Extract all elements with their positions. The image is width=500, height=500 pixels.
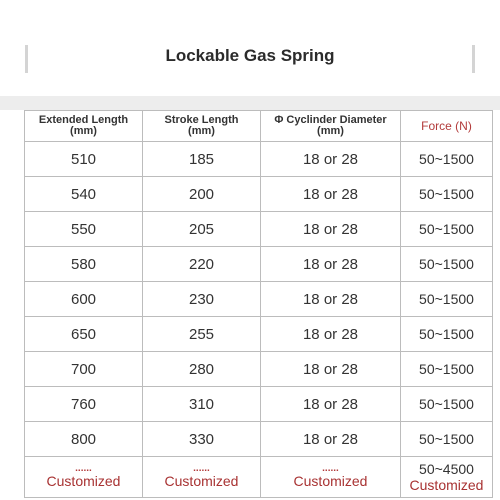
custom-stroke-cell [143,457,261,498]
table-row [25,212,493,247]
header-extended-length: Extended Length (mm) [25,111,143,142]
customized-label: Customized [46,472,121,489]
header-force: Force (N) [401,111,493,142]
extended-length-cell: 580 [25,247,143,282]
cylinder-diameter-cell: 18 or 28 [261,352,401,387]
cylinder-diameter-cell: 18 or 28 [261,387,401,422]
extended-length-cell: 540 [25,177,143,212]
table-row [25,317,493,352]
extended-length-cell: 650 [25,317,143,352]
page-title: Lockable Gas Spring [165,46,335,65]
force-cell: 50~1500 [401,247,493,282]
ellipsis-mark: ...... [322,462,339,474]
force-cell: 50~1500 [401,177,493,212]
table-row [25,142,493,177]
cylinder-diameter-cell: 18 or 28 [261,142,401,177]
table-row [25,282,493,317]
stroke-length-cell: 310 [143,387,261,422]
header-cylinder-diameter: Φ Cyclinder Diameter (mm) [261,111,401,142]
cylinder-diameter-cell: 18 or 28 [261,177,401,212]
stroke-length-cell: 255 [143,317,261,352]
extended-length-cell: 760 [25,387,143,422]
custom-force-cell [401,457,493,498]
table-row [25,177,493,212]
stroke-length-cell: 200 [143,177,261,212]
customized-label: Customized [409,476,484,493]
cylinder-diameter-cell: 18 or 28 [261,422,401,457]
table-row [25,247,493,282]
table-row [25,352,493,387]
stroke-length-cell: 330 [143,422,261,457]
force-cell: 50~1500 [401,282,493,317]
extended-length-cell: 550 [25,212,143,247]
table-row [25,422,493,457]
extended-length-cell: 700 [25,352,143,387]
cylinder-diameter-cell: 18 or 28 [261,212,401,247]
force-cell: 50~1500 [401,317,493,352]
force-cell: 50~1500 [401,212,493,247]
extended-length-cell: 600 [25,282,143,317]
ellipsis-mark: ...... [75,462,92,474]
stroke-length-cell: 280 [143,352,261,387]
ellipsis-mark: ...... [193,462,210,474]
customized-label: Customized [164,472,239,489]
cylinder-diameter-cell: 18 or 28 [261,282,401,317]
spec-table [24,110,493,498]
stroke-length-cell: 205 [143,212,261,247]
customized-label: Customized [293,472,368,489]
custom-diameter-cell [261,457,401,498]
custom-extended-cell [25,457,143,498]
force-cell: 50~1500 [401,352,493,387]
force-cell: 50~1500 [401,142,493,177]
table-row-customized [25,457,493,498]
force-cell: 50~1500 [401,387,493,422]
extended-length-cell: 510 [25,142,143,177]
stroke-length-cell: 185 [143,142,261,177]
cylinder-diameter-cell: 18 or 28 [261,317,401,352]
stroke-length-cell: 220 [143,247,261,282]
stroke-length-cell: 230 [143,282,261,317]
extended-length-cell: 800 [25,422,143,457]
cylinder-diameter-cell: 18 or 28 [261,247,401,282]
table-header-row [25,111,493,142]
table-row [25,387,493,422]
custom-force-range: 50~4500 [419,460,474,477]
force-cell: 50~1500 [401,422,493,457]
header-stroke-length: Stroke Length (mm) [143,111,261,142]
header-band [0,96,500,110]
